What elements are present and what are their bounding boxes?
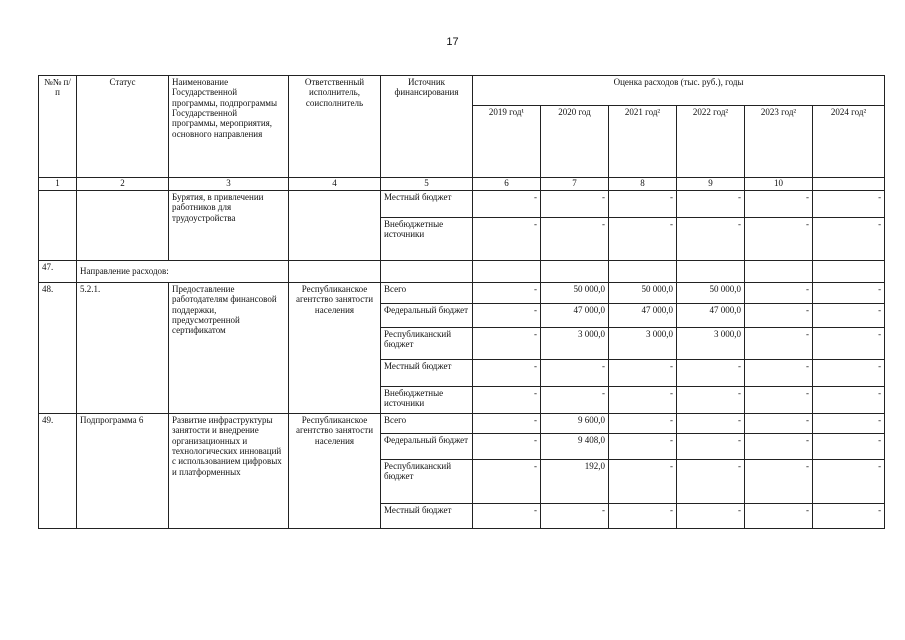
value-cell: - — [473, 387, 541, 414]
value-cell: - — [677, 360, 745, 387]
col-number: 2 — [77, 178, 169, 191]
source-cell: Местный бюджет — [381, 360, 473, 387]
value-cell: - — [745, 387, 813, 414]
table-row-47 — [39, 261, 885, 283]
value-cell: - — [541, 387, 609, 414]
value-cell: - — [677, 191, 745, 218]
source-cell: Всего — [381, 414, 473, 434]
value-cell: - — [813, 414, 885, 434]
row-number: 49. — [39, 414, 77, 529]
col-number: 7 — [541, 178, 609, 191]
value-cell: - — [677, 414, 745, 434]
value-cell: - — [541, 504, 609, 529]
year-2023: 2023 год² — [745, 106, 813, 178]
col-number: 5 — [381, 178, 473, 191]
col-number: 3 — [169, 178, 289, 191]
value-cell: - — [745, 504, 813, 529]
row-status: Подпрограмма 6 — [77, 414, 169, 529]
value-cell: - — [813, 218, 885, 261]
header-status: Статус — [77, 76, 169, 178]
value-cell: - — [677, 434, 745, 460]
value-cell: - — [745, 304, 813, 328]
col-number: 1 — [39, 178, 77, 191]
value-cell: - — [813, 360, 885, 387]
source-cell: Республиканский бюджет — [381, 460, 473, 504]
row-status: 5.2.1. — [77, 283, 169, 414]
header-executor: Ответственный исполнитель, соисполнитель — [289, 76, 381, 178]
year-2019: 2019 год¹ — [473, 106, 541, 178]
value-cell: 3 000,0 — [609, 328, 677, 360]
header-name: Наименование Государственной программы, подпрограммы Государственной программы, мероприятия, основного направления — [169, 76, 289, 178]
value-cell: - — [609, 414, 677, 434]
value-cell: - — [813, 504, 885, 529]
value-cell: - — [473, 328, 541, 360]
source-cell: Внебюджетные источники — [381, 218, 473, 261]
value-cell: - — [745, 191, 813, 218]
value-cell: - — [813, 328, 885, 360]
value-cell: - — [541, 360, 609, 387]
value-cell: - — [473, 191, 541, 218]
value-cell: - — [813, 387, 885, 414]
value-cell: - — [745, 328, 813, 360]
value-cell: - — [609, 387, 677, 414]
continued-name: Бурятия, в привлечении работников для трудоустройства — [169, 191, 289, 261]
value-cell: - — [541, 218, 609, 261]
value-cell: - — [609, 218, 677, 261]
value-cell: - — [677, 460, 745, 504]
year-2024: 2024 год² — [813, 106, 885, 178]
value-cell: - — [813, 460, 885, 504]
col-number: 4 — [289, 178, 381, 191]
source-cell: Местный бюджет — [381, 191, 473, 218]
value-cell: - — [677, 387, 745, 414]
value-cell: - — [609, 360, 677, 387]
source-cell: Всего — [381, 283, 473, 304]
header-row — [39, 76, 885, 106]
value-cell: - — [473, 434, 541, 460]
value-cell: - — [609, 434, 677, 460]
row-name: Предоставление работодателям финансовой поддержки, предусмотренной сертификатом — [169, 283, 289, 414]
value-cell: 50 000,0 — [609, 283, 677, 304]
year-2021: 2021 год² — [609, 106, 677, 178]
row-name: Развитие инфраструктуры занятости и внедрение организационных и технологических инноваций с использованием цифровых и платформенных — [169, 414, 289, 529]
header-source: Источник финансирования — [381, 76, 473, 178]
value-cell: - — [745, 283, 813, 304]
value-cell: - — [745, 460, 813, 504]
value-cell: - — [473, 504, 541, 529]
value-cell: - — [609, 191, 677, 218]
page-number: 17 — [446, 36, 459, 48]
source-cell: Местный бюджет — [381, 504, 473, 529]
value-cell: 9 408,0 — [541, 434, 609, 460]
header-estimate: Оценка расходов (тыс. руб.), годы — [473, 76, 885, 106]
value-cell: - — [813, 434, 885, 460]
value-cell: - — [609, 460, 677, 504]
source-cell: Республиканский бюджет — [381, 328, 473, 360]
value-cell: - — [745, 360, 813, 387]
row-number: 48. — [39, 283, 77, 414]
row-number: 47. — [39, 261, 77, 283]
value-cell: 50 000,0 — [541, 283, 609, 304]
value-cell: 47 000,0 — [541, 304, 609, 328]
value-cell: - — [473, 304, 541, 328]
value-cell: - — [813, 191, 885, 218]
value-cell: - — [677, 504, 745, 529]
col-number: 10 — [745, 178, 813, 191]
col-number: 9 — [677, 178, 745, 191]
year-2022: 2022 год² — [677, 106, 745, 178]
value-cell: 47 000,0 — [677, 304, 745, 328]
value-cell: - — [609, 504, 677, 529]
row-executor: Республиканское агентство занятости населения — [289, 283, 381, 414]
row-executor: Республиканское агентство занятости населения — [289, 414, 381, 529]
value-cell: - — [473, 414, 541, 434]
value-cell: 3 000,0 — [541, 328, 609, 360]
col-number: 8 — [609, 178, 677, 191]
source-cell: Внебюджетные источники — [381, 387, 473, 414]
value-cell: 192,0 — [541, 460, 609, 504]
value-cell: - — [473, 360, 541, 387]
value-cell: - — [473, 218, 541, 261]
value-cell: 47 000,0 — [609, 304, 677, 328]
value-cell: 9 600,0 — [541, 414, 609, 434]
budget-table — [38, 75, 885, 529]
value-cell: - — [745, 434, 813, 460]
value-cell: - — [541, 191, 609, 218]
source-cell: Федеральный бюджет — [381, 434, 473, 460]
table-row — [39, 191, 885, 218]
table-row-49 — [39, 414, 885, 434]
value-cell: - — [473, 460, 541, 504]
source-cell: Федеральный бюджет — [381, 304, 473, 328]
value-cell: - — [473, 283, 541, 304]
value-cell: - — [813, 304, 885, 328]
value-cell: - — [677, 218, 745, 261]
year-2020: 2020 год — [541, 106, 609, 178]
value-cell: - — [745, 414, 813, 434]
value-cell: 50 000,0 — [677, 283, 745, 304]
col-number: 6 — [473, 178, 541, 191]
table-row-48 — [39, 283, 885, 304]
value-cell: 3 000,0 — [677, 328, 745, 360]
value-cell: - — [745, 218, 813, 261]
column-number-row — [39, 178, 885, 191]
value-cell: - — [813, 283, 885, 304]
section-title: Направление расходов: — [77, 261, 289, 283]
header-num: №№ п/п — [39, 76, 77, 178]
